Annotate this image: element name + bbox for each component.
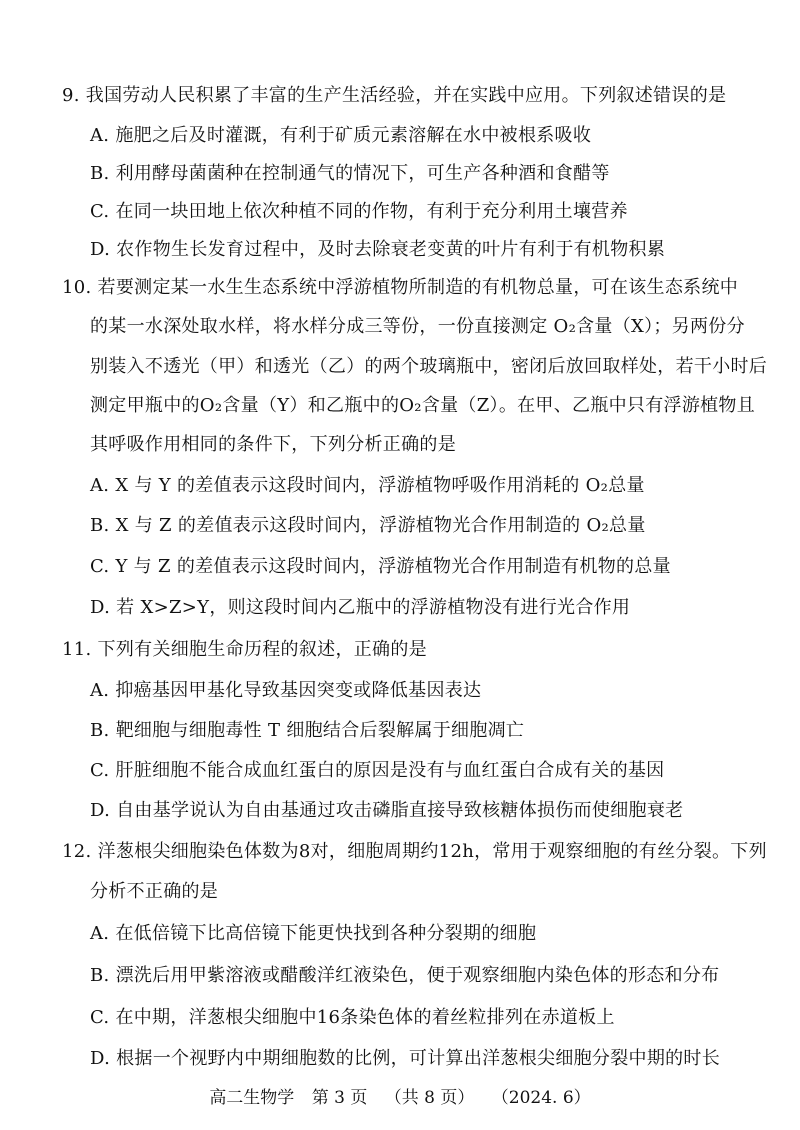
question-9-option-b: B. 利用酵母菌菌种在控制通气的情况下，可生产各种酒和食醋等	[90, 163, 610, 184]
question-11-stem: 11. 下列有关细胞生命历程的叙述，正确的是	[62, 639, 427, 660]
page-footer	[0, 1086, 800, 1110]
question-10-stem-line-4: 测定甲瓶中的O₂含量（Y）和乙瓶中的O₂含量（Z）。在甲、乙瓶中只有浮游植物且	[90, 395, 756, 416]
question-12-option-c: C. 在中期，洋葱根尖细胞中16条染色体的着丝粒排列在赤道板上	[90, 1007, 615, 1028]
question-10-stem-line-3: 别装入不透光（甲）和透光（乙）的两个玻璃瓶中，密闭后放回取样处，若干小时后	[90, 356, 768, 377]
footer-page-total: （共 8 页）	[384, 1088, 475, 1108]
question-12-option-a: A. 在低倍镜下比高倍镜下能更快找到各种分裂期的细胞	[90, 923, 537, 944]
question-10-option-a: A. X 与 Y 的差值表示这段时间内，浮游植物呼吸作用消耗的 O₂总量	[90, 475, 645, 496]
question-10-option-b: B. X 与 Z 的差值表示这段时间内，浮游植物光合作用制造的 O₂总量	[90, 515, 646, 536]
question-10-option-d: D. 若 X>Z>Y，则这段时间内乙瓶中的浮游植物没有进行光合作用	[90, 597, 631, 618]
footer-date: （2024. 6）	[491, 1088, 591, 1108]
question-9-option-c: C. 在同一块田地上依次种植不同的作物，有利于充分利用土壤营养	[90, 201, 628, 222]
question-10-stem-line-1: 10. 若要测定某一水生生态系统中浮游植物所制造的有机物总量，可在该生态系统中	[62, 277, 739, 298]
question-12-stem-line-2: 分析不正确的是	[90, 881, 219, 902]
question-11-option-d: D. 自由基学说认为自由基通过攻击磷脂直接导致核糖体损伤而使细胞衰老	[90, 800, 684, 821]
question-11-option-a: A. 抑癌基因甲基化导致基因突变或降低基因表达	[90, 680, 482, 701]
question-10-stem-line-2: 的某一水深处取水样，将水样分成三等份，一份直接测定 O₂含量（X）；另两份分	[90, 316, 745, 337]
question-12-option-d: D. 根据一个视野内中期细胞数的比例，可计算出洋葱根尖细胞分裂中期的时长	[90, 1048, 721, 1069]
question-10-option-c: C. Y 与 Z 的差值表示这段时间内，浮游植物光合作用制造有机物的总量	[90, 556, 671, 577]
question-9-stem: 9. 我国劳动人民积累了丰富的生产生活经验，并在实践中应用。下列叙述错误的是	[62, 85, 727, 106]
question-9-option-d: D. 农作物生长发育过程中，及时去除衰老变黄的叶片有利于有机物积累	[90, 239, 666, 260]
question-11-option-b: B. 靶细胞与细胞毒性 T 细胞结合后裂解属于细胞凋亡	[90, 720, 525, 741]
question-11-option-c: C. 肝脏细胞不能合成血红蛋白的原因是没有与血红蛋白合成有关的基因	[90, 760, 665, 781]
footer-subject: 高二生物学	[209, 1088, 295, 1108]
question-10-stem-line-5: 其呼吸作用相同的条件下，下列分析正确的是	[90, 434, 456, 455]
question-12-option-b: B. 漂洗后用甲紫溶液或醋酸洋红液染色，便于观察细胞内染色体的形态和分布	[90, 965, 720, 986]
footer-page-number: 第 3 页	[311, 1088, 368, 1108]
question-9-option-a: A. 施肥之后及时灌溉，有利于矿质元素溶解在水中被根系吸收	[90, 125, 592, 146]
question-12-stem-line-1: 12. 洋葱根尖细胞染色体数为8对，细胞周期约12h，常用于观察细胞的有丝分裂。下列	[62, 841, 767, 862]
